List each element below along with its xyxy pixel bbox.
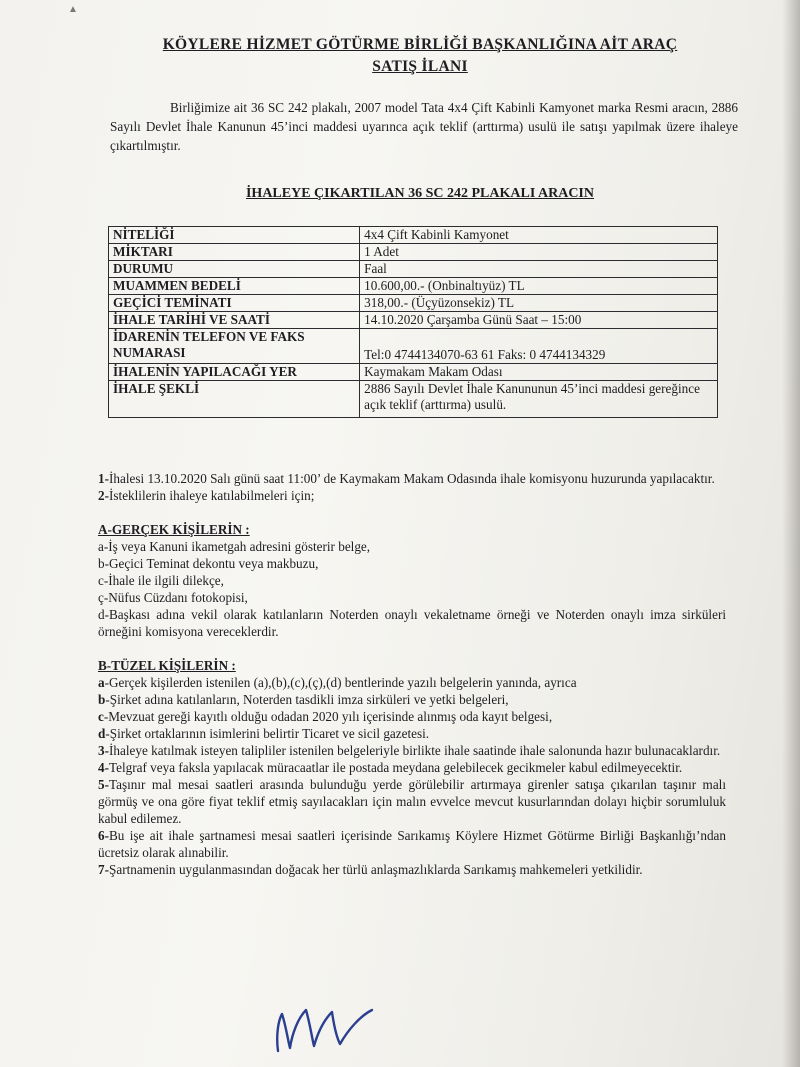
table-row: [109, 329, 718, 364]
table-row: [109, 227, 718, 244]
page-subtitle: SATIŞ İLANI: [372, 58, 468, 75]
list-item: a-İş veya Kanuni ikametgah adresini gösterir belge,: [98, 539, 371, 554]
row-label: İHALE TARİHİ VE SAATİ: [109, 312, 360, 329]
table-row: [109, 381, 718, 418]
row-value: Kaymakam Makam Odası: [360, 364, 718, 381]
row-value: 1 Adet: [360, 244, 718, 261]
row-value: 318,00.- (Üçyüzonsekiz) TL: [360, 295, 718, 312]
row-label: MİKTARI: [109, 244, 360, 261]
table-row: [109, 312, 718, 329]
list-item: b-Geçici Teminat dekontu veya makbuzu,: [98, 556, 319, 571]
row-value: 4x4 Çift Kabinli Kamyonet: [360, 227, 718, 244]
table-row: [109, 295, 718, 312]
row-label: İHALE ŞEKLİ: [109, 381, 360, 418]
top-mark: ▲: [68, 4, 78, 15]
table-row: [109, 364, 718, 381]
signature-icon: [268, 996, 388, 1056]
intro-paragraph: Birliğimize ait 36 SC 242 plakalı, 2007 model Tata 4x4 Çift Kabinli Kamyonet marka Resmi aracın, 2886 Sayılı Devlet İhale Kanunun 45’inci maddesi uyarınca açık teklif (arttırma) usulü ile satışı yapılmak üzere ihaleye çıkartılmıştır.: [110, 100, 738, 153]
item-2: 2-İsteklilerin ihaleye katılabilmeleri için;: [98, 488, 315, 503]
row-label: MUAMMEN BEDELİ: [109, 278, 360, 295]
vehicle-info-table: [108, 226, 718, 418]
item-6: 6-Bu işe ait ihale şartnamesi mesai saatleri içerisinde Sarıkamış Köylere Hizmet Götürme Birliği Başkanlığı’ndan ücretsiz olarak alınabilir.: [98, 828, 726, 860]
page-edge-shadow: [782, 0, 800, 1067]
row-label: DURUMU: [109, 261, 360, 278]
table-row: [109, 278, 718, 295]
row-value: 10.600,00.- (Onbinaltıyüz) TL: [360, 278, 718, 295]
row-label: İHALENİN YAPILACAĞI YER: [109, 364, 360, 381]
row-value: 14.10.2020 Çarşamba Günü Saat – 15:00: [360, 312, 718, 329]
conditions-body: [98, 470, 726, 878]
list-item: d-Başkası adına vekil olarak katılanların Noterden onaylı vekaletname örneği ve Noterden onaylı imza sirküleri örneğini komisyona vereceklerdir.: [98, 607, 726, 639]
item-5: 5-Taşınır mal mesai saatleri arasında bulunduğu yerde görülebilir artırmaya girenler satışa çıkarılan taşınır malı görmüş ve ona göre fiyat teklif etmiş sayılacakları için malın evvelce mevcut kusurlarından dolayı hiçbir sorumluluk kabul edilemez.: [98, 777, 726, 826]
list-item: d-Şirket ortaklarının isimlerini belirtir Ticaret ve sicil gazetesi.: [98, 726, 430, 741]
item-7: 7-Şartnamenin uygulanmasından doğacak her türlü anlaşmazlıklarda Sarıkamış mahkemeleri yetkilidir.: [98, 862, 643, 877]
item-3: 3-İhaleye katılmak isteyen talipliler istenilen belgeleriyle birlikte ihale saatinde ihale salonunda hazır bulunacaklardır.: [98, 743, 721, 758]
row-value: Faal: [360, 261, 718, 278]
table-title: İHALEYE ÇIKARTILAN 36 SC 242 PLAKALI ARACIN: [245, 186, 594, 201]
item-1: 1-İhalesi 13.10.2020 Salı günü saat 11:00’ de Kaymakam Makam Odasında ihale komisyonu huzurunda yapılacaktır.: [98, 471, 715, 486]
table-row: [109, 244, 718, 261]
list-item: b-Şirket adına katılanların, Noterden tasdikli imza sirküleri ve yetki belgeleri,: [98, 692, 509, 707]
list-item: a-Gerçek kişilerden istenilen (a),(b),(c),(ç),(d) bentlerinde yazılı belgelerin yanında, ayrıca: [98, 675, 577, 690]
section-b-heading: B-TÜZEL KİŞİLERİN :: [98, 658, 236, 673]
list-item: c-İhale ile ilgili dilekçe,: [98, 573, 224, 588]
list-item: ç-Nüfus Cüzdanı fotokopisi,: [98, 590, 248, 605]
row-value: Tel:0 4744134070-63 61 Faks: 0 4744134329: [360, 329, 718, 364]
row-label: NİTELİĞİ: [109, 227, 360, 244]
row-label: İDARENİN TELEFON VE FAKS NUMARASI: [109, 329, 360, 364]
list-item: c-Mevzuat gereği kayıtlı olduğu odadan 2020 yılı içerisinde alınmış oda kayıt belgesi,: [98, 709, 553, 724]
table-row: [109, 261, 718, 278]
page-title: KÖYLERE HİZMET GÖTÜRME BİRLİĞİ BAŞKANLIĞINA AİT ARAÇ: [162, 36, 678, 53]
row-label: GEÇİCİ TEMİNATI: [109, 295, 360, 312]
row-value: 2886 Sayılı Devlet İhale Kanununun 45’inci maddesi gereğince açık teklif (arttırma) usulü.: [360, 381, 718, 418]
item-4: 4-Telgraf veya faksla yapılacak müracaatlar ile postada meydana gelebilecek gecikmeler kabul edilmeyecektir.: [98, 760, 683, 775]
section-a-heading: A-GERÇEK KİŞİLERİN :: [98, 522, 250, 537]
